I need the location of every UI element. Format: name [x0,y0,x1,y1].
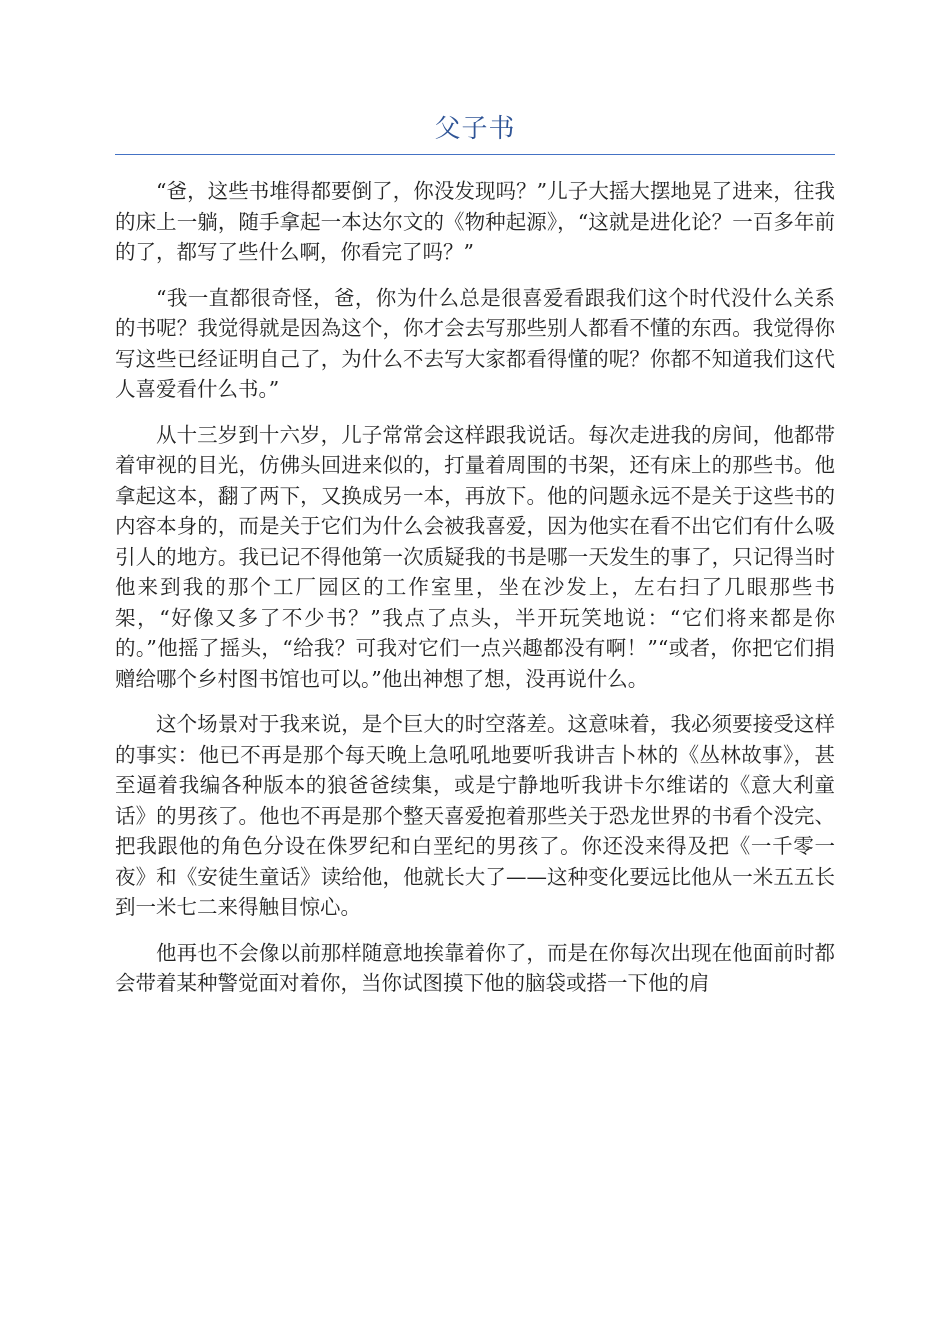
document-title: 父子书 [434,114,516,144]
paragraph-1: “爸，这些书堆得都要倒了，你没发现吗？”儿子大摇大摆地晃了进来，往我的床上一躺，随手拿起一本达尔文的《物种起源》，“这就是进化论？一百多年前的了，都写了些什么啊，你看完了吗？” [115,179,835,264]
paragraph-4: 这个场景对于我来说，是个巨大的时空落差。这意味着，我必须要接受这样的事实：他已不再是那个每天晚上急吼吼地要听我讲吉卜林的《丛林故事》，甚至逼着我编各种版本的狼爸爸续集，或是宁静地听我讲卡尔维诺的《意大利童话》的男孩了。他也不再是那个整天喜爱抱着那些关于恐龙世界的书看个没完、把我跟他的角色分设在侏罗纪和白垩纪的男孩了。你还没来得及把《一千零一夜》和《安徒生童话》读给他，他就长大了——这种变化要远比他从一米五五长到一米七二来得触目惊心。 [115,712,835,919]
paragraph-2: “我一直都很奇怪，爸，你为什么总是很喜爱看跟我们这个时代没什么关系的书呢？我觉得就是因為这个，你才会去写那些别人都看不懂的东西。我觉得你写这些已经证明自己了，为什么不去写大家都看得懂的呢？你都不知道我们这代人喜爱看什么书。” [115,285,835,401]
title-underline [115,154,835,155]
paragraph-3: 从十三岁到十六岁，儿子常常会这样跟我说话。每次走进我的房间，他都带着审视的目光，仿佛头回进来似的，打量着周围的书架，还有床上的那些书。他拿起这本，翻了两下，又换成另一本，再放下。他的问题永远不是关于这些书的内容本身的，而是关于它们为什么会被我喜爱，因为他实在看不出它们有什么吸引人的地方。我已记不得他第一次质疑我的书是哪一天发生的事了，只记得当时他来到我的那个工厂园区的工作室里，坐在沙发上，左右扫了几眼那些书架，“好像又多了不少书？”我点了点头，半开玩笑地说：“它们将来都是你的。”他摇了摇头，“给我？可我对它们一点兴趣都没有啊！”“或者，你把它们捐赠给哪个乡村图书馆也可以。”他出神想了想，没再说什么。 [115,422,835,691]
document-body [115,176,835,1014]
paragraph-5: 他再也不会像以前那样随意地挨靠着你了，而是在你每次出现在他面前时都会带着某种警觉面对着你，当你试图摸下他的脑袋或搭一下他的肩 [115,940,835,995]
